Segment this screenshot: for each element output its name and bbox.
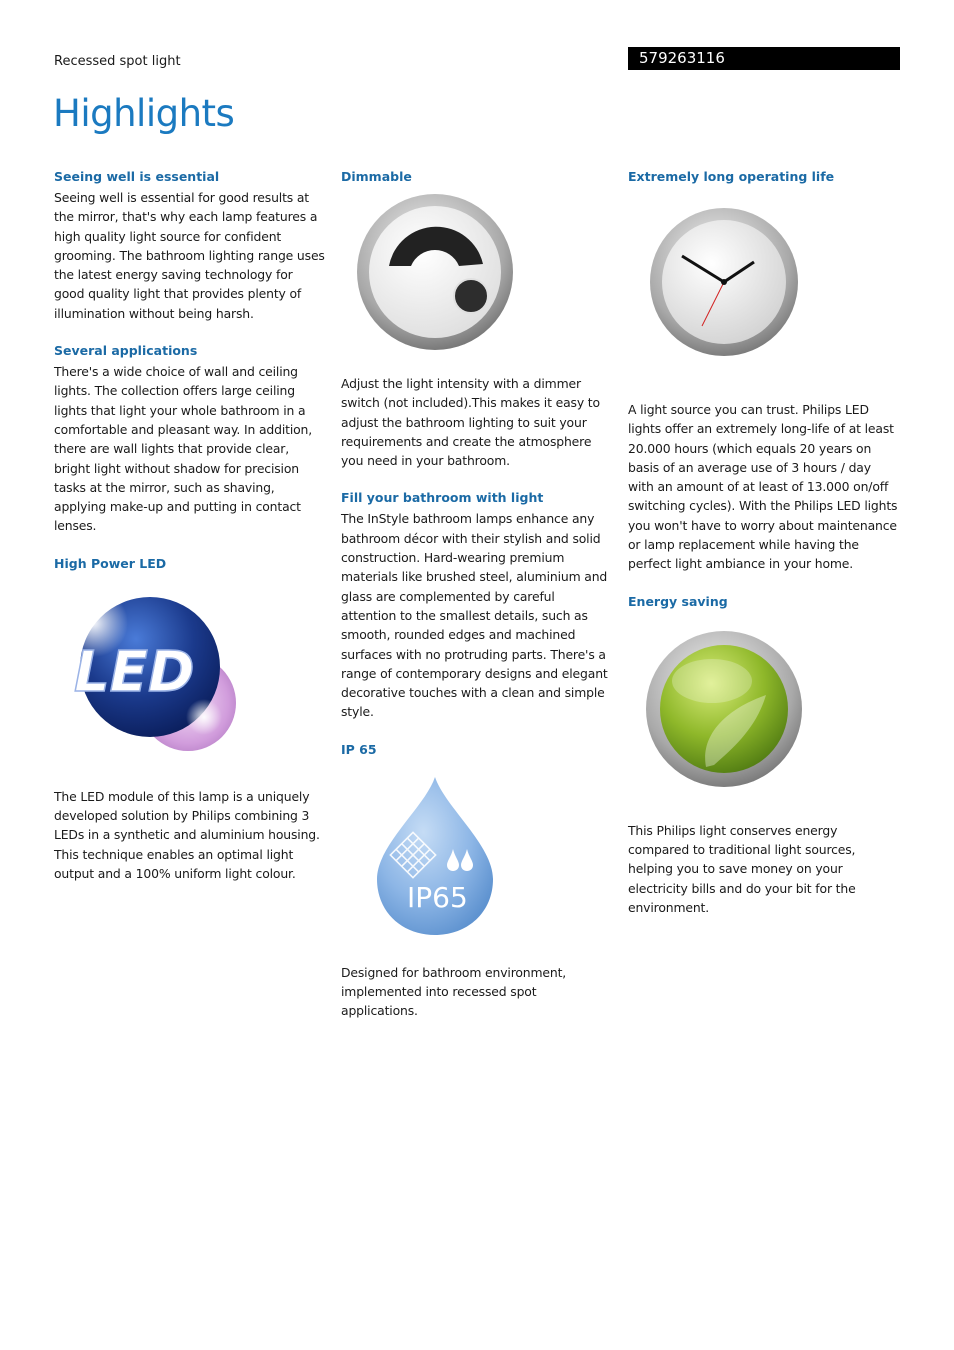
section-heading: IP 65 [341,741,377,757]
product-type: Recessed spot light [54,54,181,69]
section-high-power-led [54,555,326,883]
section-several-applications [54,342,326,536]
led-icon [54,579,250,775]
product-code: 579263116 [628,47,900,70]
section-ip65 [341,741,613,1021]
section-body: Seeing well is essential for good results at the mirror, that's why each lamp features a high quality light source for confident grooming. The bathroom lighting range uses the latest energy saving technology for good quality light that provides plenty of illumination without being harsh. [54,190,325,321]
leaf-energy-icon [628,617,818,809]
section-heading: Energy saving [628,593,728,609]
led-icon-text: LED [74,639,195,705]
section-heading: Dimmable [341,169,412,184]
section-seeing-well [54,168,326,323]
section-heading: Several applications [54,343,198,359]
clock-icon [628,192,818,388]
ip65-icon-text: IP65 [407,880,468,914]
section-fill-bathroom [341,489,613,721]
section-body: Designed for bathroom environment, implemented into recessed spot applications. [341,964,567,1019]
section-heading: Seeing well is essential [54,169,220,184]
column-middle [341,168,613,1040]
column-left [54,168,326,902]
section-body: The InStyle bathroom lamps enhance any bathroom décor with their stylish and solid construction. Hard-wearing premium materials like brushed steel, aluminium and glass are complemented by careful attention to the smallest details, such as smooth, rounded edges and machined surfaces with no protruding parts. There's a range of contemporary designs and elegant decorative touches with a clean and simple style. [341,511,608,720]
section-long-life [628,168,900,574]
page-title: Highlights [53,92,235,135]
column-right [628,168,900,936]
section-dimmable [341,168,613,470]
section-body: Adjust the light intensity with a dimmer switch (not included).This makes it easy to adjust the bathroom lighting to suit your requirements and create the atmosphere you need in your bathroom. [341,376,600,469]
section-heading: High Power LED [54,555,167,571]
section-energy-saving [628,593,900,917]
section-heading: Extremely long operating life [628,169,835,184]
section-body: This Philips light conserves energy compared to traditional light sources, helping you to save money on your electricity bills and do your bit for the environment. [628,822,856,915]
section-body: The LED module of this lamp is a uniquely developed solution by Philips combining 3 LEDs in a synthetic and aluminium housing. This technique enables an optimal light output and a 100% uniform light colour. [54,788,320,881]
section-body: A light source you can trust. Philips LED lights offer an extremely long-life of at least 20.000 hours (which equals 20 years on basis of an average use of 3 hours / day with an amount of at least of 13.000 on/off switching cycles). With the Philips LED lights you won't have to worry about maintenance or lamp replacement while having the perfect light ambiance in your home. [628,402,898,572]
waterdrop-ip65-icon [341,765,529,951]
section-body: There's a wide choice of wall and ceiling lights. The collection offers large ceiling lights that light your whole bathroom in a comfortable and pleasant way. In addition, there are wall lights that provide clear, bright light without shadow for precision tasks at the mirror, such as shaving, applying make-up and putting in contact lenses. [54,364,313,534]
section-heading: Fill your bathroom with light [341,490,544,506]
dimmer-icon [341,192,529,362]
